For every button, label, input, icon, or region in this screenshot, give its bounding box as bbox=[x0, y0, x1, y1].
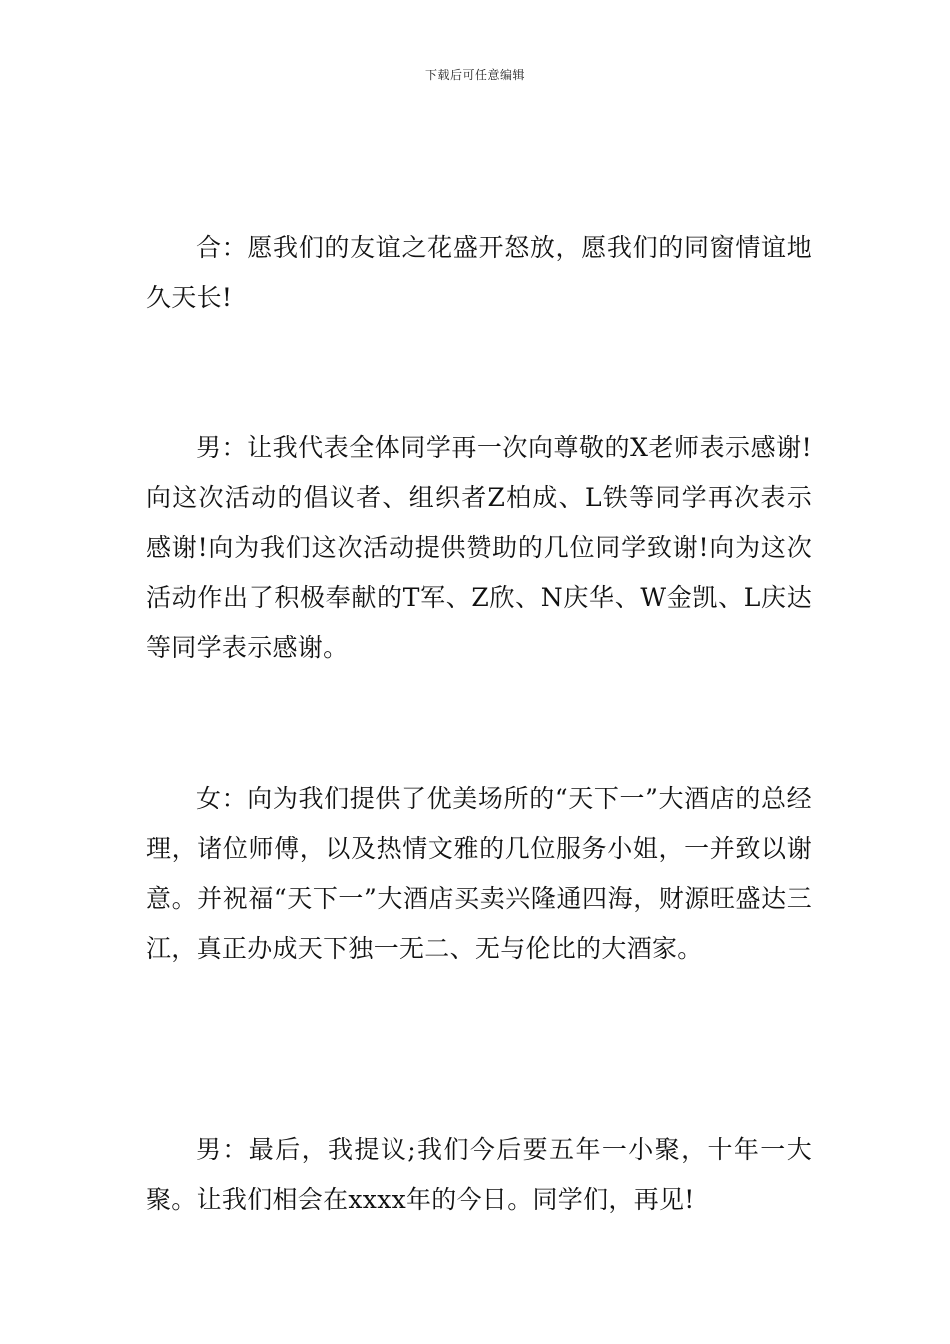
paragraph-male-thanks: 男：让我代表全体同学再一次向尊敬的X老师表示感谢!向这次活动的倡议者、组织者Z柏成、L铁等同学再次表示感谢!向为我们这次活动提供赞助的几位同学致谢!向为这次活动作出了积极奉献的T军、Z欣、N庆华、W金凯、L庆达等同学表示感谢。 bbox=[146, 433, 812, 662]
paragraph-female-thanks: 女：向为我们提供了优美场所的“天下一”大酒店的总经理，诸位师傅，以及热情文雅的几位服务小姐，一并致以谢意。并祝福“天下一”大酒店买卖兴隆通四海，财源旺盛达三江，真正办成天下独一无二、无与伦比的大酒家。 bbox=[146, 784, 812, 963]
paragraph-male-farewell: 男：最后，我提议;我们今后要五年一小聚，十年一大聚。让我们相会在xxxx年的今日。同学们，再见! bbox=[146, 1135, 812, 1214]
paragraph-closing-together: 合：愿我们的友谊之花盛开怒放，愿我们的同窗情谊地久天长! bbox=[146, 233, 812, 312]
page-header-note: 下载后可任意编辑 bbox=[424, 68, 525, 82]
